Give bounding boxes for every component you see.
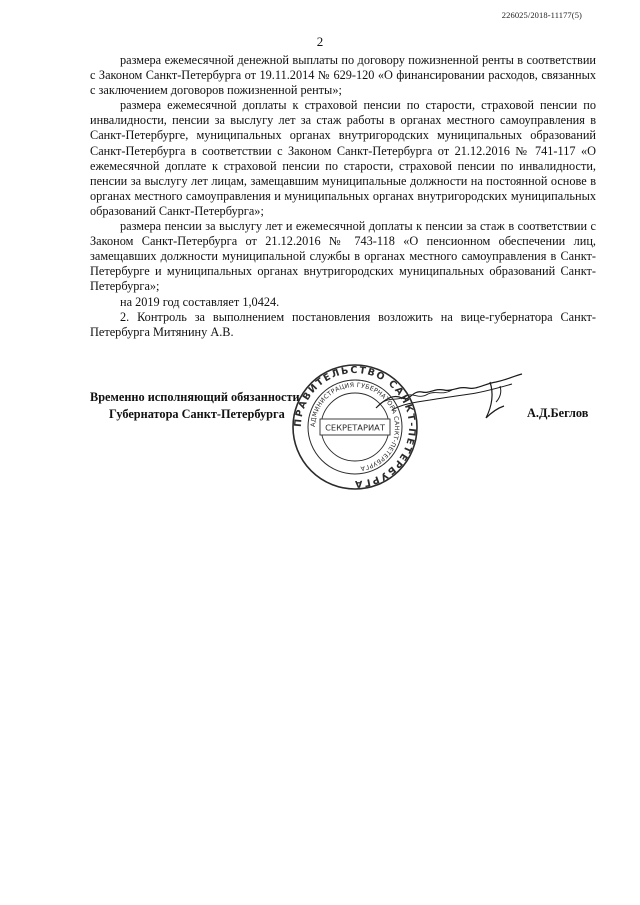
paragraph-control-clause: 2. Контроль за выполнением постановления возложить на вице-губернатора Санкт-Петербурга Митянину А.В. [90,309,596,339]
document-body [90,53,596,340]
signatory-name: А.Д.Беглов [527,406,589,420]
page-number: 2 [316,34,324,49]
seal-outer-text: ПРАВИТЕЛЬСТВО САНКТ-ПЕТЕРБУРГА [292,364,418,490]
paragraph-service-pension: размера пенсии за выслугу лет и ежемесячной доплаты к пенсии за стаж в соответствии с Законом Санкт-Петербурга от 21.12.2016 № 743-118 «О пенсионном обеспечении лиц, замещавших должности муниципальной службы в органах местного самоуправления в Санкт-Петербурге и муниципальных органах внутригородских муниципальных образований Санкт-Петербурга»; [90,219,596,294]
signatory-title [90,389,300,423]
official-seal [290,362,420,492]
seal-center-text: СЕКРЕТАРИАТ [325,422,385,433]
paragraph-insurance-pension-supplement: размера ежемесячной доплаты к страховой пенсии по старости, страховой пенсии по инвалидности, пенсии за выслугу лет за стаж работы в органах местного самоуправления в Санкт-Петербурге, муниципальных органах внутригородских муниципальных образований Санкт-Петербурга в соответствии с Законом Санкт-Петербурга от 21.12.2016 № 741-117 «О ежемесячной доплате к страховой пенсии по старости, страховой пенсии по инвалидности, пенсии за выслугу лет лицам, замещавшим муниципальные должности на постоянной основе в органах местного самоуправления и муниципальных органах внутригородских муниципальных образований Санкт-Петербурга»; [90,98,596,218]
paragraph-coefficient: на 2019 год составляет 1,0424. [120,294,280,309]
paragraph-rent-payment: размера ежемесячной денежной выплаты по договору пожизненной ренты в соответствии с Законом Санкт-Петербурга от 19.11.2014 № 629-120 «О финансировании расходов, связанных с заключением договоров пожизненной ренты»; [90,53,596,98]
signatory-title-line1: Временно исполняющий обязанности [90,390,300,404]
seal-inner-text: АДМИНИСТРАЦИЯ ГУБЕРНАТОРА САНКТ-ПЕТЕРБУРГА [309,381,401,472]
document-number: 226025/2018-11177(5) [501,10,582,20]
signatory-title-line2: Губернатора Санкт-Петербурга [109,407,285,421]
